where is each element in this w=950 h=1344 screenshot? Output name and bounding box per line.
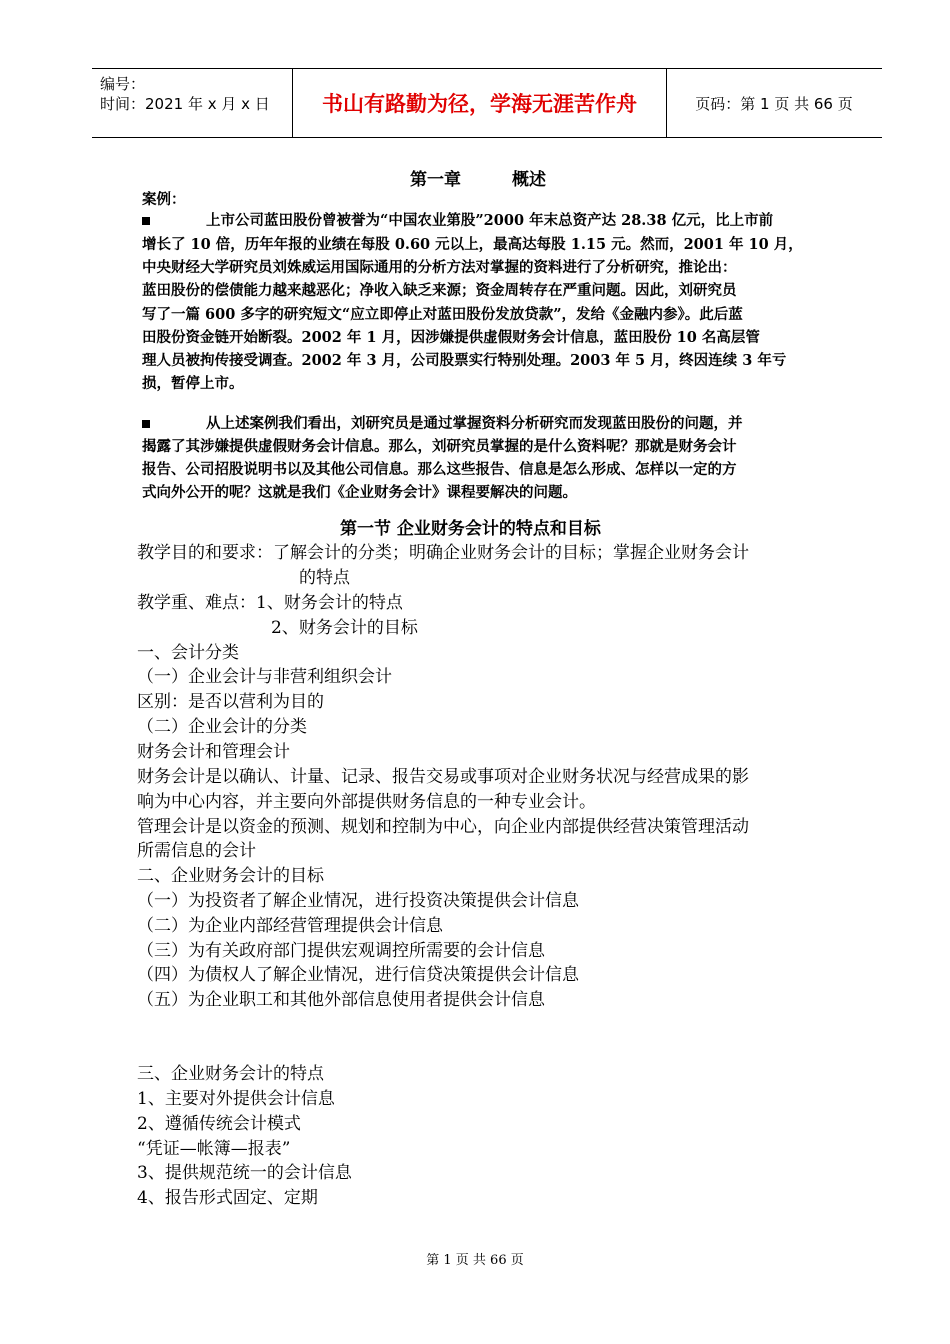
body-line: 教学目的和要求：了解会计的分类；明确企业财务会计的目标；掌握企业财务会计 [137,543,749,563]
section-title: 第一节 企业财务会计的特点和目标 [340,519,601,539]
body-line: 教学重、难点：1、财务会计的特点 [137,593,403,613]
body-line: （四）为债权人了解企业情况，进行信贷决策提供会计信息 [137,965,579,985]
body-line: （五）为企业职工和其他外部信息使用者提供会计信息 [137,990,545,1010]
chapter-title: 第一章 概述 [410,170,546,190]
case-para1-line: 损，暂停上市。 [142,375,244,392]
case-para2-line: 式向外公开的呢？这就是我们《企业财务会计》课程要解决的问题。 [142,484,577,501]
page-header [92,68,882,138]
body-line: 区别：是否以营利为目的 [137,692,324,712]
case-para1-line: 上市公司蓝田股份曾被誉为“中国农业第股”2000 年末总资产达 28.38 亿元，比上市前 [142,209,773,230]
header-info-cell [92,69,292,137]
body-line: 财务会计是以确认、计量、记录、报告交易或事项对企业财务状况与经营成果的影 [137,767,749,787]
case-para1-line: 田股份资金链开始断裂。2002 年 1 月，因涉嫌提供虚假财务会计信息，蓝田股份 10 名高层管 [142,329,760,346]
bullet-icon [142,420,150,428]
body-line: 所需信息的会计 [137,841,256,861]
motto-text: 书山有路勤为径，学海无涯苦作舟 [322,92,637,116]
code-label: 编号： [100,75,146,93]
body-line: （二）为企业内部经营管理提供会计信息 [137,916,443,936]
case-para1-line: 中央财经大学研究员刘姝威运用国际通用的分析方法对掌握的资料进行了分析研究，推论出： [142,259,737,276]
body-line: （一）企业会计与非营利组织会计 [137,667,392,687]
body-line: （一）为投资者了解企业情况，进行投资决策提供会计信息 [137,891,579,911]
page-footer: 第 1 页 共 66 页 [426,1253,524,1268]
body-line: 4、报告形式固定、定期 [137,1188,318,1208]
body-line: 2、遵循传统会计模式 [137,1114,301,1134]
body-line: 3、提供规范统一的会计信息 [137,1163,352,1183]
case-para1-line: 增长了 10 倍，历年年报的业绩在每股 0.60 元以上，最高达每股 1.15 元。然而，2001 年 10 月， [142,236,803,253]
header-motto-cell [292,69,667,137]
body-line: （二）企业会计的分类 [137,717,307,737]
body-line: 三、企业财务会计的特点 [137,1064,324,1084]
body-line: 管理会计是以资金的预测、规划和控制为中心，向企业内部提供经营决策管理活动 [137,817,749,837]
time-label: 时间：2021 年 x 月 x 日 [100,95,270,113]
case-para2-line: 报告、公司招股说明书以及其他公司信息。那么这些报告、信息是怎么形成、怎样以一定的方 [142,461,737,478]
page-info: 页码：第 1 页 共 66 页 [695,94,853,113]
header-page-cell [666,69,882,137]
case-para1-line: 理人员被拘传接受调查。2002 年 3 月，公司股票实行特别处理。2003 年 5 月，终因连续 3 年亏 [142,352,787,369]
case-label: 案例： [142,191,186,208]
body-line: 一、会计分类 [137,643,239,663]
bullet-icon [142,217,150,225]
body-line: （三）为有关政府部门提供宏观调控所需要的会计信息 [137,941,545,961]
body-line: 二、企业财务会计的目标 [137,866,324,886]
case-para1-line: 写了一篇 600 多字的研究短文“应立即停止对蓝田股份发放贷款”，发给《金融内参》。此后蓝 [142,306,743,323]
body-line: 2、财务会计的目标 [271,618,418,638]
body-line: “凭证—帐簿—报表” [137,1139,291,1159]
case-para1-line: 蓝田股份的偿债能力越来越恶化；净收入缺乏来源；资金周转存在严重问题。因此，刘研究员 [142,282,737,299]
body-line: 1、主要对外提供会计信息 [137,1089,335,1109]
body-line: 的特点 [299,568,350,588]
body-line: 响为中心内容，并主要向外部提供财务信息的一种专业会计。 [137,792,596,812]
case-para2-line: 从上述案例我们看出，刘研究员是通过掌握资料分析研究而发现蓝田股份的问题，并 [142,412,743,433]
case-para2-line: 揭露了其涉嫌提供虚假财务会计信息。那么，刘研究员掌握的是什么资料呢？那就是财务会计 [142,438,737,455]
body-line: 财务会计和管理会计 [137,742,290,762]
